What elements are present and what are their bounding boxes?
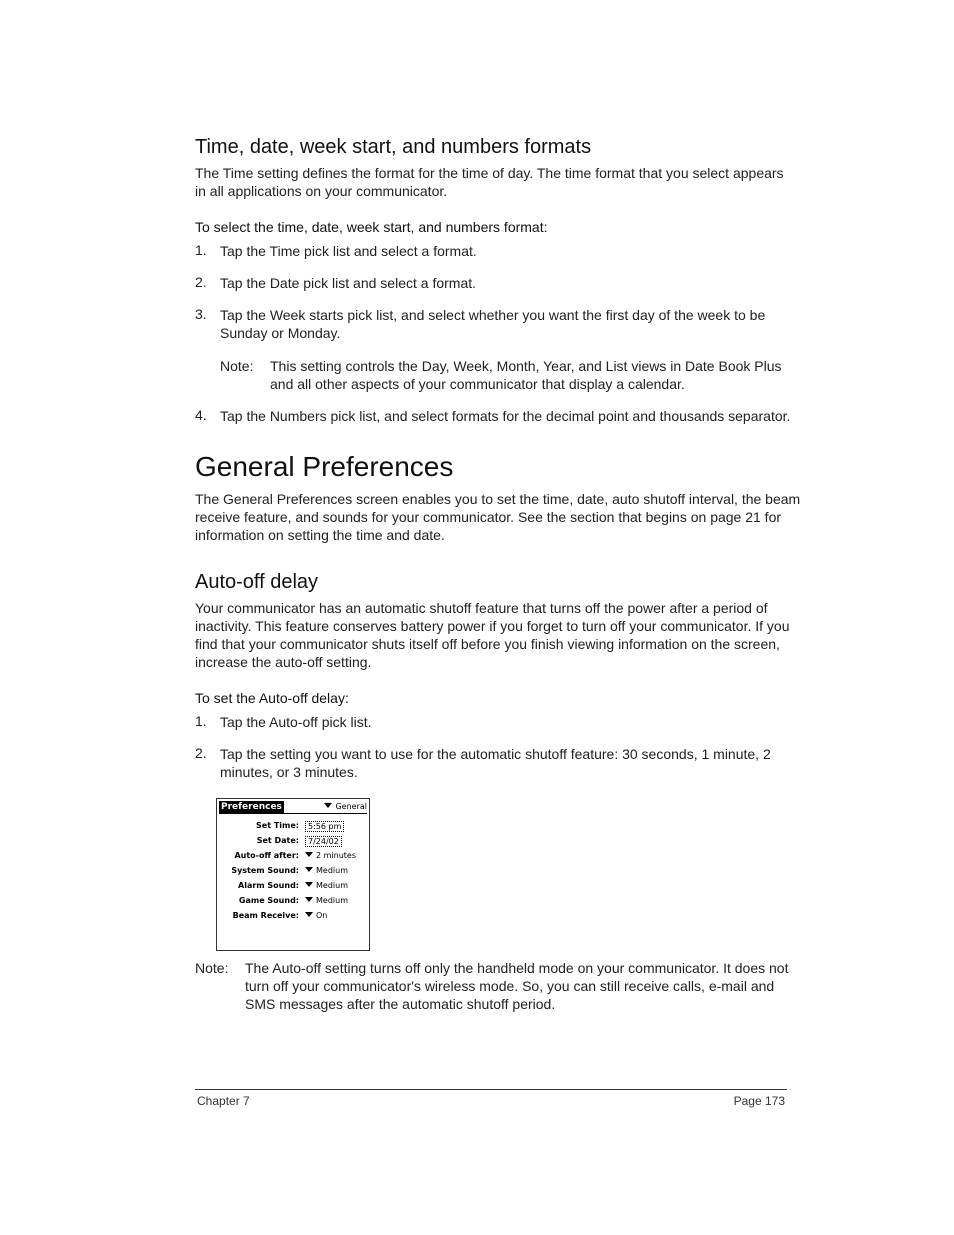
footer-rule: [195, 1089, 787, 1090]
note-text: SMS messages after the automatic shutoff period.: [245, 996, 556, 1012]
note-text: turn off your communicator's wireless mode. So, you can still receive calls, e-mail and: [245, 978, 775, 994]
set-time-field[interactable]: 5:56 pm: [305, 821, 344, 832]
paragraph-line: information on setting the time and date.: [195, 527, 445, 543]
footer-page-number: Page 173: [733, 1094, 785, 1108]
paragraph-line: inactivity. This feature conserves battery power if you forget to turn off your communicator. If you: [195, 618, 790, 634]
step-number: 4.: [195, 407, 207, 423]
step-text: Tap the Date pick list and select a format.: [220, 275, 477, 291]
set-date-field[interactable]: 7/24/02: [305, 836, 342, 847]
system-sound-value: Medium: [316, 866, 348, 875]
note-text: The Auto-off setting turns off only the handheld mode on your communicator. It does not: [245, 960, 789, 976]
procedure-title: To select the time, date, week start, and numbers format:: [195, 219, 548, 235]
step-number: 2.: [195, 745, 207, 761]
auto-off-picker[interactable]: [305, 851, 356, 860]
note-label: Note:: [195, 960, 229, 976]
section-heading-auto-off: Auto-off delay: [195, 571, 319, 593]
set-time-label: Set Time:: [256, 821, 299, 830]
category-picker[interactable]: [324, 801, 367, 813]
dropdown-arrow-icon: [324, 803, 332, 808]
paragraph-line: The General Preferences screen enables you to set the time, date, auto shutoff interval, the beam: [195, 491, 801, 507]
step-number: 2.: [195, 274, 207, 290]
title-underline: [219, 813, 367, 814]
category-label: General: [335, 802, 367, 811]
paragraph-line: increase the auto-off setting.: [195, 654, 372, 670]
note-text: This setting controls the Day, Week, Month, Year, and List views in Date Book Plus: [270, 358, 782, 374]
paragraph-line: receive feature, and sounds for your communicator. See the section that begins on page 21 for: [195, 509, 782, 525]
note-label: Note:: [220, 358, 254, 374]
step-text: Tap the Numbers pick list, and select formats for the decimal point and thousands separator.: [220, 408, 791, 424]
dropdown-arrow-icon: [305, 912, 313, 917]
section-heading-time-date: Time, date, week start, and numbers formats: [195, 136, 592, 158]
step-text: Tap the Time pick list and select a format.: [220, 243, 477, 259]
note-text: and all other aspects of your communicator that display a calendar.: [270, 376, 685, 392]
step-number: 3.: [195, 306, 207, 322]
beam-receive-value: On: [316, 911, 328, 920]
step-number: 1.: [195, 242, 207, 258]
paragraph-line: in all applications on your communicator.: [195, 183, 448, 199]
system-sound-picker[interactable]: [305, 866, 348, 875]
step-text: Sunday or Monday.: [220, 325, 341, 341]
step-number: 1.: [195, 713, 207, 729]
alarm-sound-label: Alarm Sound:: [238, 881, 299, 890]
page-title-general-preferences: General Preferences: [195, 451, 454, 482]
dropdown-arrow-icon: [305, 882, 313, 887]
auto-off-label: Auto-off after:: [234, 851, 299, 860]
set-date-label: Set Date:: [256, 836, 299, 845]
game-sound-value: Medium: [316, 896, 348, 905]
game-sound-picker[interactable]: [305, 896, 348, 905]
procedure-title: To set the Auto-off delay:: [195, 690, 349, 706]
system-sound-label: System Sound:: [231, 866, 299, 875]
dropdown-arrow-icon: [305, 852, 313, 857]
paragraph-line: Your communicator has an automatic shutoff feature that turns off the power after a period of: [195, 600, 768, 616]
step-text: minutes, or 3 minutes.: [220, 764, 358, 780]
dropdown-arrow-icon: [305, 867, 313, 872]
auto-off-value: 2 minutes: [316, 851, 357, 860]
paragraph-line: find that your communicator shuts itself off before you finish viewing information on the screen,: [195, 636, 780, 652]
alarm-sound-picker[interactable]: [305, 881, 348, 890]
step-text: Tap the Auto-off pick list.: [220, 714, 372, 730]
dropdown-arrow-icon: [305, 897, 313, 902]
alarm-sound-value: Medium: [316, 881, 348, 890]
preferences-screenshot: [216, 798, 370, 951]
footer-chapter: Chapter 7: [197, 1094, 250, 1108]
game-sound-label: Game Sound:: [238, 896, 299, 905]
step-text: Tap the Week starts pick list, and select whether you want the first day of the week to be: [220, 307, 766, 323]
paragraph-line: The Time setting defines the format for the time of day. The time format that you select appears: [195, 165, 784, 181]
beam-receive-picker[interactable]: [305, 911, 327, 920]
step-text: Tap the setting you want to use for the automatic shutoff feature: 30 seconds, 1 minute, 2: [220, 746, 771, 762]
preferences-title: Preferences: [221, 802, 282, 812]
beam-receive-label: Beam Receive:: [232, 911, 299, 920]
